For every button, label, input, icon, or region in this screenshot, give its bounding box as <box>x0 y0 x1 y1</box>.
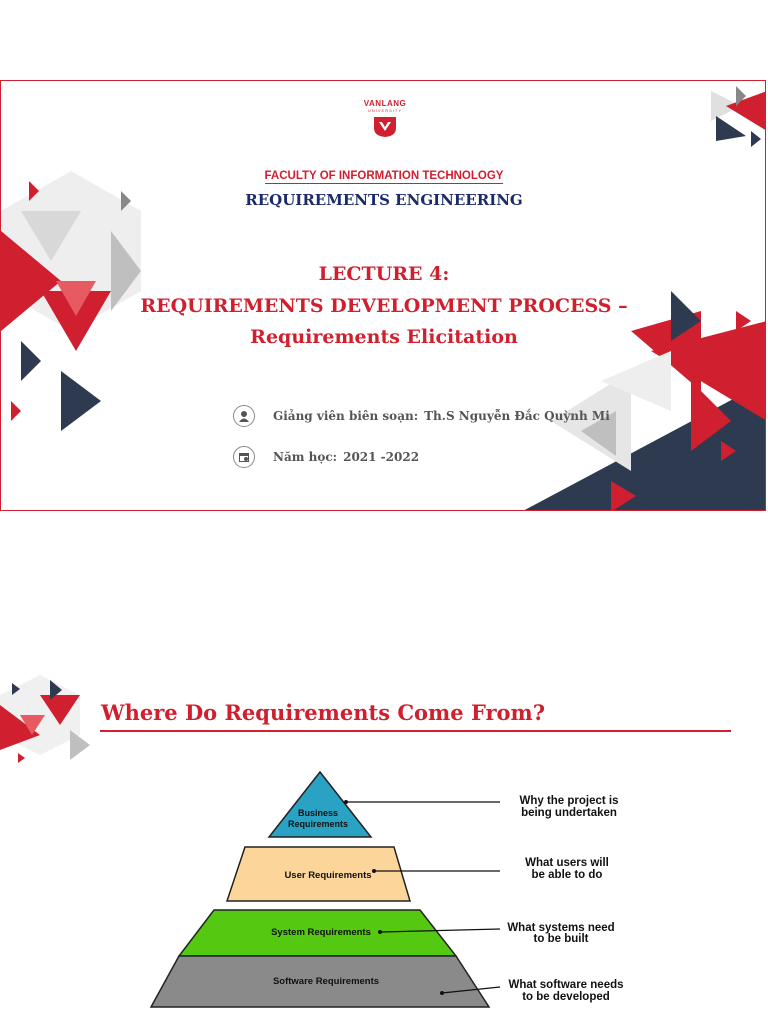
slide2-decoration <box>0 675 100 765</box>
title-slide <box>0 80 766 511</box>
tier-label: Business <box>297 808 339 818</box>
lecture-subtopic: Requirements Elicitation <box>250 326 518 348</box>
tier-description: being undertaken <box>521 807 617 819</box>
tier-description: be able to do <box>531 869 603 881</box>
title-underline <box>100 730 731 732</box>
lecturer-name: Th.S Nguyễn Đắc Quỳnh Mi <box>424 409 610 423</box>
year-row <box>233 446 419 468</box>
lecturer-row <box>233 405 610 427</box>
tier-label: Requirements <box>287 819 349 829</box>
user-icon <box>233 405 255 427</box>
slide-title: Where Do Requirements Come From? <box>101 700 546 725</box>
tier-label: System Requirements <box>271 927 371 938</box>
tier-description: to be developed <box>522 991 610 1003</box>
calendar-icon <box>233 446 255 468</box>
tier-description: What systems need <box>507 922 615 934</box>
tier-description: Why the project is <box>519 795 619 807</box>
tier-description: What users will <box>525 857 609 869</box>
tier-label: Software Requirements <box>272 976 380 987</box>
top-right-decoration <box>701 81 766 151</box>
logo-name: VANLANG <box>363 99 407 108</box>
year-value: 2021 -2022 <box>343 450 420 464</box>
lecture-topic: REQUIREMENTS DEVELOPMENT PROCESS – <box>140 295 628 317</box>
requirements-pyramid <box>0 760 768 1024</box>
course-name: REQUIREMENTS ENGINEERING <box>245 191 523 209</box>
university-logo <box>345 99 425 138</box>
shield-logo-icon <box>373 116 397 138</box>
tier-label: User Requirements <box>284 870 372 881</box>
faculty-name: FACULTY OF INFORMATION TECHNOLOGY <box>264 170 504 182</box>
tier-description: What software needs <box>508 979 624 991</box>
lecturer-label: Giảng viên biên soạn: <box>273 409 419 423</box>
year-label: Năm học: <box>273 450 338 464</box>
lecture-number: LECTURE 4: <box>318 263 450 285</box>
tier-description: to be built <box>533 933 589 945</box>
logo-sub: UNIVERSITY <box>367 108 402 113</box>
bottom-right-decoration <box>521 291 766 511</box>
